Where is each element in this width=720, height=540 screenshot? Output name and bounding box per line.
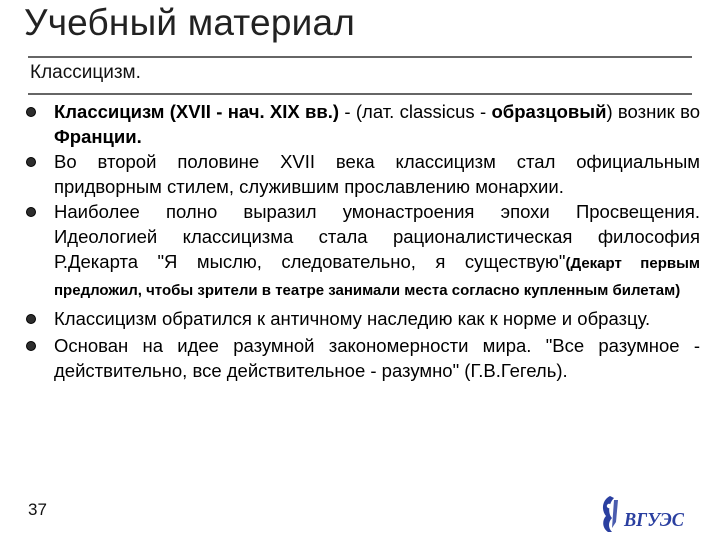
bullet-dot-icon	[26, 207, 36, 217]
bullet-dot-icon	[26, 341, 36, 351]
bullet-dot-icon	[26, 157, 36, 167]
slide-title: Учебный материал	[24, 2, 356, 43]
bullet-text-segment: - (лат. classicus -	[339, 101, 492, 122]
slide-subtitle: Классицизм.	[30, 62, 141, 83]
bullet-note: (Декарт первым предложил, чтобы зрители в театре занимали места согласно купленным билетам)	[54, 255, 701, 299]
bullet-text: Основан на идее разумной закономерности мира. "Все разумное - действительно, все действительное - разумно" (Г.В.Гегель).	[54, 335, 700, 381]
bullet-item	[22, 149, 700, 199]
bullet-dot-icon	[26, 107, 36, 117]
bullet-text	[54, 101, 700, 147]
subtitle-rule	[28, 93, 692, 95]
bullet-text: Во второй половине XVII века классицизм стал официальным придворным стилем, служившим прославлению монархии.	[54, 151, 700, 197]
bullet-item	[22, 333, 700, 383]
term-exemplary: образцовый	[491, 101, 607, 122]
university-logo-icon	[596, 492, 688, 536]
bullet-item	[22, 306, 700, 331]
bullet-item	[22, 199, 700, 303]
page-number: 37	[28, 500, 47, 519]
bullet-list	[22, 99, 700, 383]
term-classicism: Классицизм (XVII - нач. XIX вв.)	[54, 101, 340, 122]
title-rule	[28, 56, 692, 58]
bullet-text-segment: ) возник во	[606, 101, 700, 122]
bullet-text: Наиболее полно выразил умонастроения эпохи Просвещения. Идеологией классицизма стала рационалистическая философия Р.Декарта "Я мыслю, следовательно, я существую"	[54, 201, 700, 272]
bullet-item	[22, 99, 700, 149]
bullet-dot-icon	[26, 314, 36, 324]
logo-text: ВГУЭС	[623, 509, 685, 531]
bullet-text: Классицизм обратился к античному наследию как к норме и образцу.	[54, 308, 651, 329]
term-france: Франции.	[54, 126, 142, 147]
